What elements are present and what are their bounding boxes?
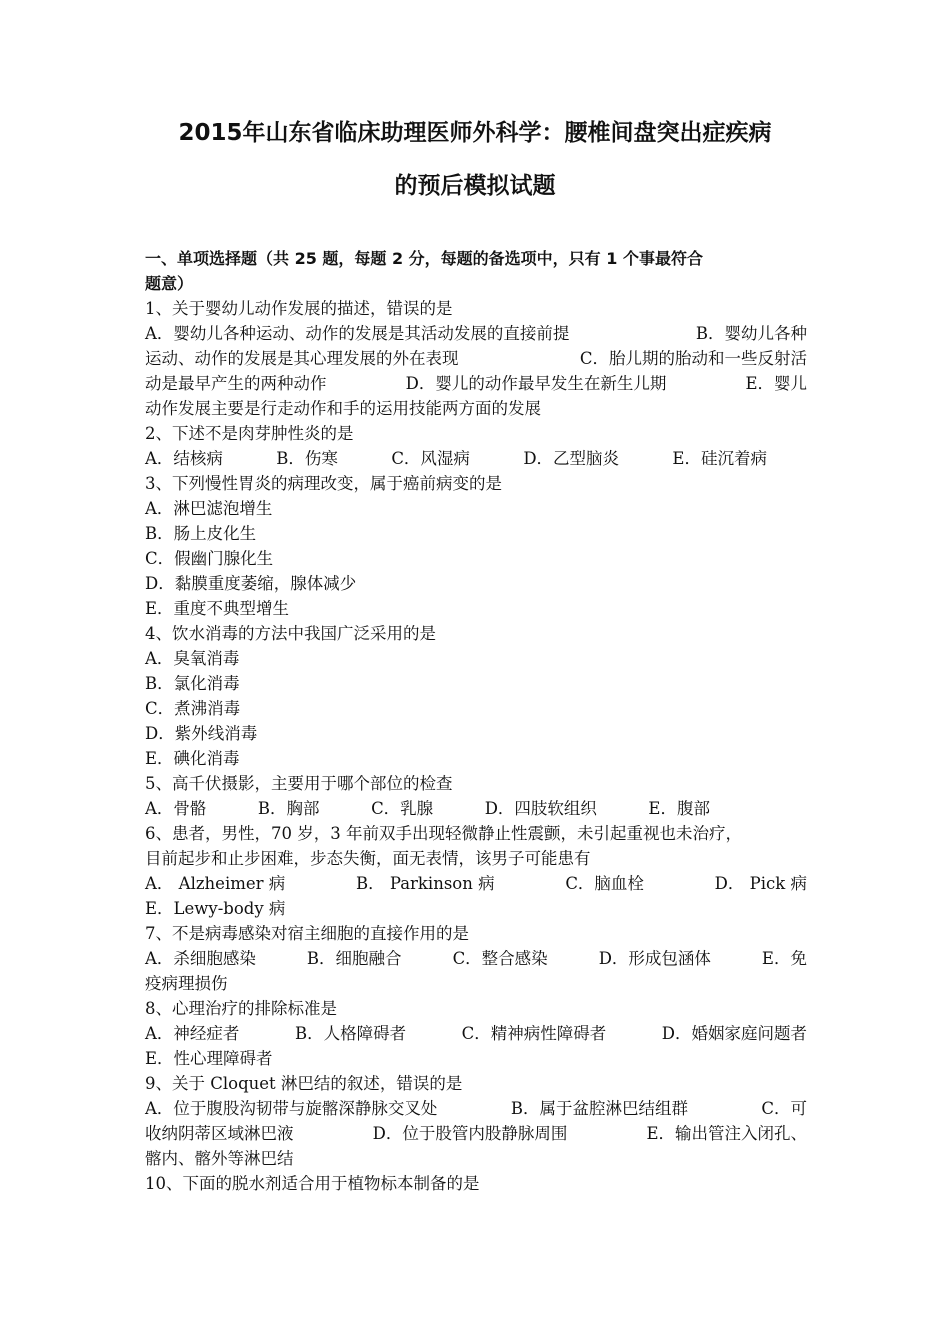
option-a: A．结核病 (145, 449, 223, 468)
option-e: E．碘化消毒 (145, 749, 240, 768)
option-a: A．杀细胞感染 (145, 949, 256, 968)
question-6-options (145, 871, 807, 896)
option-c: C．可 (761, 1099, 807, 1118)
option-b: B．胸部 (257, 799, 320, 818)
option-a: A．神经症者 (145, 1024, 240, 1043)
option-text: D．婴儿的动作最早发生在新生儿期 (405, 374, 667, 393)
option-c: C．精神病性障碍者 (461, 1024, 607, 1043)
question-7-stem: 7、不是病毒感染对宿主细胞的直接作用的是 (145, 924, 469, 943)
option-e: E．腹部 (648, 799, 710, 818)
option-c: C．脑血栓 (565, 874, 644, 893)
option-d: D． Pick 病 (714, 874, 807, 893)
option-e: E．免 (761, 949, 807, 968)
question-8-stem: 8、心理治疗的排除标准是 (145, 999, 337, 1018)
question-3-stem: 3、下列慢性胃炎的病理改变，属于癌前病变的是 (145, 474, 502, 493)
question-4-stem: 4、饮水消毒的方法中我国广泛采用的是 (145, 624, 436, 643)
question-9-options-line-1 (145, 1096, 807, 1121)
option-d: D．四肢软组织 (484, 799, 597, 818)
option-d: D．婚姻家庭问题者 (661, 1024, 807, 1043)
question-10-stem: 10、下面的脱水剂适合用于植物标本制备的是 (145, 1174, 480, 1193)
question-7-options (145, 946, 807, 971)
option-a: A．淋巴滤泡增生 (145, 499, 273, 518)
option-a: A．臭氧消毒 (145, 649, 240, 668)
question-9-stem: 9、关于 Cloquet 淋巴结的叙述，错误的是 (145, 1074, 463, 1093)
option-a: A． Alzheimer 病 (145, 874, 286, 893)
question-5-stem: 5、高千伏摄影，主要用于哪个部位的检查 (145, 774, 453, 793)
question-1-stem: 1、关于婴幼儿动作发展的描述，错误的是 (145, 299, 453, 318)
option-b: B．属于盆腔淋巴结组群 (510, 1099, 688, 1118)
option-c-cont: 收纳阴蒂区域淋巴液 (145, 1124, 294, 1143)
option-d: D．位于股管内股静脉周围 (372, 1124, 568, 1143)
question-1-options-line-2 (145, 346, 807, 371)
option-d: D．乙型脑炎 (523, 449, 620, 468)
option-c: C．整合感染 (452, 949, 548, 968)
option-a: A．骨骼 (145, 799, 207, 818)
document-title-line-2: 的预后模拟试题 (394, 173, 556, 199)
option-e: E．输出管注入闭孔、 (646, 1124, 807, 1143)
option-e: E．重度不典型增生 (145, 599, 290, 618)
option-b: B．人格障碍者 (294, 1024, 407, 1043)
question-6-stem-line-1: 6、患者，男性，70 岁，3 年前双手出现轻微静止性震颤，未引起重视也未治疗， (145, 824, 742, 843)
question-9-options-line-2 (145, 1121, 807, 1146)
option-d: D．形成包涵体 (598, 949, 711, 968)
option-e-cont: 疫病理损伤 (145, 974, 228, 993)
question-2-options (145, 446, 767, 471)
option-b: B．细胞融合 (306, 949, 402, 968)
option-c: C．煮沸消毒 (145, 699, 241, 718)
option-text: 动是最早产生的两种动作 (145, 374, 327, 393)
option-e: E．硅沉着病 (672, 449, 767, 468)
option-c: C．乳腺 (371, 799, 434, 818)
document-body (145, 246, 807, 1196)
question-6-stem-line-2: 目前起步和止步困难，步态失衡，面无表情，该男子可能患有 (145, 849, 591, 868)
option-e-cont: 髂内、髂外等淋巴结 (145, 1149, 294, 1168)
question-8-options (145, 1021, 807, 1046)
option-text: B．婴幼儿各种 (695, 324, 807, 343)
option-b: B．伤寒 (276, 449, 338, 468)
option-d: D．黏膜重度萎缩，腺体减少 (145, 574, 357, 593)
section-heading-cont: 题意） (145, 274, 194, 293)
option-e: E．性心理障碍者 (145, 1049, 273, 1068)
option-b: B．氯化消毒 (145, 674, 240, 693)
option-a: A．位于腹股沟韧带与旋髂深静脉交叉处 (145, 1099, 438, 1118)
option-e: E．Lewy-body 病 (145, 899, 286, 918)
question-1-options-line-4: 动作发展主要是行走动作和手的运用技能两方面的发展 (145, 399, 541, 418)
option-b: B． Parkinson 病 (355, 874, 495, 893)
option-d: D．紫外线消毒 (145, 724, 258, 743)
document-title-line-1: 2015年山东省临床助理医师外科学：腰椎间盘突出症疾病 (178, 120, 772, 146)
question-1-options-line-1 (145, 321, 807, 346)
option-text: E．婴儿 (745, 374, 807, 393)
option-b: B．肠上皮化生 (145, 524, 257, 543)
section-heading: 一、单项选择题（共 25 题，每题 2 分，每题的备选项中，只有 1 个事最符合 (145, 249, 703, 268)
option-text: C．胎儿期的胎动和一些反射活 (579, 349, 807, 368)
option-text: A．婴幼儿各种运动、动作的发展是其活动发展的直接前提 (145, 324, 570, 343)
question-5-options (145, 796, 710, 821)
option-c: C．风湿病 (391, 449, 470, 468)
option-text: 运动、动作的发展是其心理发展的外在表现 (145, 349, 459, 368)
question-1-options-line-3 (145, 371, 807, 396)
option-c: C．假幽门腺化生 (145, 549, 274, 568)
question-2-stem: 2、下述不是肉芽肿性炎的是 (145, 424, 354, 443)
